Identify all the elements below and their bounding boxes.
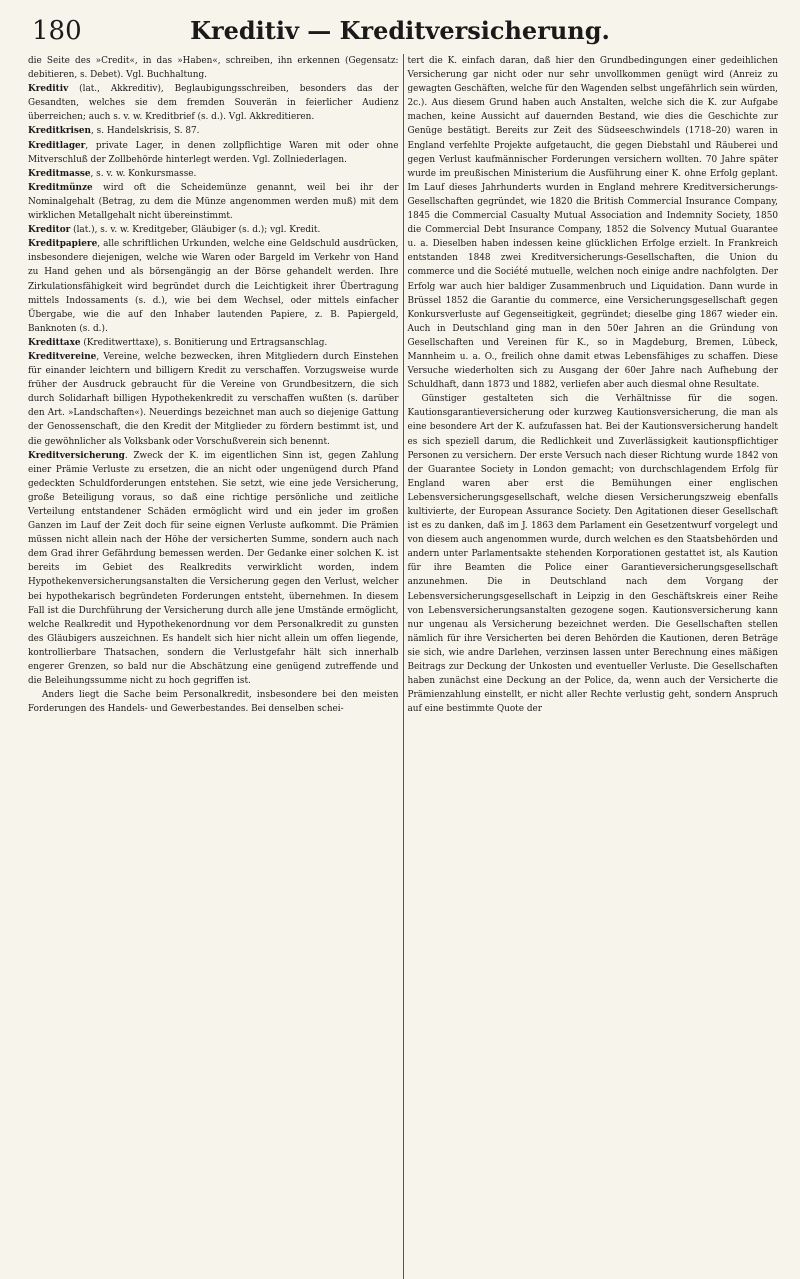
entry-text: (lat., Akkreditiv), Beglaubigungsschreiben, besonders das der Gesandten, welches sie dem fremden Souverän in feierlicher Audienz überreichen; auch s. v. w. Kreditbrief (s. d.). Vgl. Akkreditieren. bbox=[28, 84, 399, 123]
entry-text: . Zweck der K. im eigentlichen Sinn ist, gegen Zahlung einer Prämie Verluste zu ersetzen, die an nicht oder ungenügend durch Pfand gedeckten Schuldforderungen entstehen. Sie setzt, wie eine jede Versicherung, große Beteiligung voraus, so daß eine richtige persönliche und zeitliche Verteilung entstandener Schäden ermöglicht wird und ein jeder im großen Ganzen im Lauf der Zeit doch für seine eignen Verluste aufkommt. Die Prämien müssen nicht allein nach der Höhe der versicherten Summe, sondern auch nach dem Grad ihrer Gefährdung bemessen werden. Der Gedanke einer solchen K. ist bereits im Gebiet des Realkredits verwirklicht worden, indem Hypothekenversicherungsanstalten die Versicherung gegen den Verlust, welcher bei hypothekarisch begründeten Forderungen entsteht, übernehmen. In diesem Fall ist die Durchführung der Versicherung durch alle jene Umstände ermöglicht, welche Realkredit und Hypothekenordnung vor dem Personalkredit zu gunsten des Gläubigers auszeichnen. Es handelt sich hier nicht allein um offen liegende, kontrollierbare Thatsachen, sondern die Verlustgefahr hält sich innerhalb engerer Grenzen, so bald nur die Abschätzung eine genügend zutreffende und die Beleihungssumme nicht zu hoch gegriffen ist. bbox=[28, 450, 399, 687]
entry-text: die Seite des »Credit«, in das »Haben«, schreiben, ihn erkennen (Gegensatz: debitieren, s. Debet). Vgl. Buchhaltung. bbox=[28, 56, 399, 81]
entry-headword: Kreditvereine bbox=[28, 351, 97, 362]
entry-text: , private Lager, in denen zollpflichtige Waren mit oder ohne Mitverschluß der Zollbehörde hinterlegt werden. Vgl. Zollniederlagen. bbox=[28, 140, 399, 165]
page-header bbox=[12, 12, 788, 52]
dictionary-entry bbox=[28, 167, 399, 181]
column-divider bbox=[403, 54, 404, 1279]
dictionary-entry bbox=[28, 181, 399, 223]
entry-headword: Kreditmasse bbox=[28, 168, 91, 179]
entry-text: tert die K. einfach daran, daß hier den Grundbedingungen einer gedeihlichen Versicherung gar nicht oder nur sehr unvollkommen genügt wird (Anreiz zu gewagten Geschäften, welche für den Wagenden selbst ungefährlich sein würden, 2c.). Aus diesem Grund haben auch Anstalten, welche sich die K. zur Aufgabe machen, keine Aussicht auf dauernden Bestand, wie dies die Geschichte zur Genüge bestätigt. Bereits zur Zeit des Südseeschwindels (1718–20) waren in England verfehlte Projekte aufgetaucht, die gegen Diebstahl und Räuberei und gegen Verlust kaufmännischer Forderungen versichern wollten. 70 Jahre später wurde im preußischen Ministerium die Ausführung einer K. ohne Erfolg geplant. Im Lauf dieses Jahrhunderts wurden in England mehrere Kreditversicherungs-Gesellschaften gegründet, wie 1820 die British Commercial Insurance Company, 1845 die Commercial Casualty Mutual Association and Indemnity Society, 1850 die Commercial Debt Insurance Company, 1852 die Solvency Mutual Guarantee u. a. Dieselben haben indessen keine glücklichen Erfolge erzielt. In Frankreich entstanden 1848 zwei Kreditversicherungs-Gesellschaften, die Union du commerce und die Société mutuelle, welchen noch einige andre nachfolgten. Der Erfolg war auch hier baldiger Zusammenbruch und Liquidation. Dann wurde in Brüssel 1852 die Garantie du commerce, eine Versicherungsgesellschaft gegen Konkursverluste auf Gegenseitigkeit, gegründet; dieselbe ging 1867 wieder ein. Auch in Deutschland ging man in den 50er Jahren an die Gründung von Gesellschaften und Vereinen für K., so in Magdeburg, Bremen, Lübeck, Mannheim u. a. O., freilich ohne damit etwas Lebensfähiges zu schaffen. Diese Versuche wiederholten sich zu Ausgang der 60er Jahre nach Aufhebung der Schuldhaft, dann 1873 und 1882, verliefen aber auch diesmal ohne Resultate. bbox=[407, 56, 778, 391]
text-columns bbox=[12, 54, 788, 1279]
running-head: Kreditiv — Kreditversicherung. bbox=[190, 16, 610, 45]
page-number: 180 bbox=[32, 16, 82, 46]
entry-headword: Kreditlager bbox=[28, 140, 86, 151]
entry-headword: Kredittaxe bbox=[28, 337, 81, 348]
dictionary-entry bbox=[28, 139, 399, 167]
dictionary-entry bbox=[28, 237, 399, 336]
entry-text: , Vereine, welche bezwecken, ihren Mitgliedern durch Einstehen für einander leichtern und billigern Kredit zu verschaffen. Vorzugsweise wurde früher der Ausdruck gebraucht für die Vereine von Grundbesitzern, die sich durch Solidarhaft billigen Hypothekenkredit zu verschaffen wußten (s. darüber den Art. »Landschaften«). Neuerdings bezeichnet man auch so diejenige Gattung der Genossenschaft, die den Kredit der Mitglieder zu fördern bestimmt ist, und die gewöhnlicher als Volksbank oder Vorschußverein sich benennt. bbox=[28, 351, 399, 447]
dictionary-entry bbox=[28, 449, 399, 689]
entry-headword: Kreditmünze bbox=[28, 182, 93, 193]
dictionary-entry bbox=[28, 223, 399, 237]
entry-headword: Kreditiv bbox=[28, 84, 69, 95]
dictionary-entry bbox=[407, 54, 778, 392]
dictionary-entry bbox=[407, 392, 778, 716]
entry-text: , alle schriftlichen Urkunden, welche eine Geldschuld ausdrücken, insbesondere diejenigen, welche wie Waren oder Bargeld im Verkehr von Hand zu Hand gehen und als börsengängig an der Börse gehandelt werden. Ihre Zirkulationsfähigkeit wird begründet durch die Leichtigkeit ihrer Übertragung mittels Indossaments (s. d.), wie bei dem Wechsel, oder mittels einfacher Übergabe, wie die auf den Inhaber lautenden Papiere, z. B. Papiergeld, Banknoten (s. d.). bbox=[28, 239, 399, 334]
dictionary-entry bbox=[28, 350, 399, 449]
entry-text: wird oft die Scheidemünze genannt, weil bei ihr der Nominalgehalt (Betrag, zu dem die Münze angenommen werden muß) mit dem wirklichen Metallgehalt nicht übereinstimmt. bbox=[28, 182, 399, 222]
entry-text: (Kreditwerttaxe), s. Bonitierung und Ertragsanschlag. bbox=[80, 337, 328, 348]
dictionary-entry bbox=[28, 336, 399, 350]
entry-headword: Kreditor bbox=[28, 225, 71, 236]
entry-text: , s. Handelskrisis, S. 87. bbox=[91, 126, 200, 137]
dictionary-entry bbox=[28, 124, 399, 138]
entry-text: , s. v. w. Konkursmasse. bbox=[90, 168, 197, 179]
entry-headword: Kreditpapiere bbox=[28, 239, 98, 250]
dictionary-entry bbox=[28, 54, 399, 82]
entry-headword: Kreditkrisen bbox=[28, 126, 92, 137]
entry-text: (lat.), s. v. w. Kreditgeber, Gläubiger (s. d.); vgl. Kredit. bbox=[70, 225, 321, 236]
left-column bbox=[12, 54, 399, 1279]
entry-text: Anders liegt die Sache beim Personalkredit, insbesondere bei den meisten Forderungen des Handels- und Gewerbestandes. Bei denselben schei- bbox=[28, 690, 399, 715]
dictionary-entry bbox=[28, 688, 399, 716]
entry-text: Günstiger gestalteten sich die Verhältnisse für die sogen. Kautionsgarantieversicherung oder kurzweg Kautionsversicherung, die man als eine besondere Art der K. aufzufassen hat. Bei der Kautionsversicherung handelt es sich speziell darum, die Redlichkeit und Zuverlässigkeit kautionspflichtiger Personen zu versichern. Der erste Versuch nach dieser Richtung wurde 1842 von der Guarantee Society in London gemacht; von durchschlagendem Erfolg für England waren aber erst die Bemühungen einer englischen Lebensversicherungsgesellschaft, welche diesen Versicherungszweig ebenfalls kultivierte, der European Assurance Society. Den Agitationen dieser Gesellschaft ist es zu danken, daß im J. 1863 dem Parlament ein Gesetzentwurf vorgelegt und von diesem auch angenommen wurde, durch welchen es den Staatsbehörden und andern unter Parlamentsakte stehenden Korporationen gestattet ist, als Kaution für ihre Beamten die Police einer Garantieversicherungsgesellschaft anzunehmen. Die in Deutschland nach dem Vorgang der Lebensversicherungsgesellschaft in Leipzig in den Geschäftskreis einer Reihe von Lebensversicherungsanstalten gezogene sogen. Kautionsversicherung kann nur ungenau als Versicherung bezeichnet werden. Die Gesellschaften stellen nämlich für ihre Versicherten bei deren Behörden die Kautionen, deren Beträge sie sich, wie andre Darlehen, verzinsen lassen unter Berechnung eines mäßigen Beitrags zur Deckung der Unkosten und eventueller Verluste. Die Gesellschaften haben zunächst eine Deckung an der Police, da, wenn auch der Versicherte die Prämienzahlung einstellt, er nicht aller Rechte verlustig geht, sondern Anspruch auf eine bestimmte Quote der bbox=[407, 394, 778, 715]
right-column bbox=[407, 54, 788, 1279]
entry-headword: Kreditversicherung bbox=[28, 450, 125, 461]
dictionary-entry bbox=[28, 82, 399, 124]
